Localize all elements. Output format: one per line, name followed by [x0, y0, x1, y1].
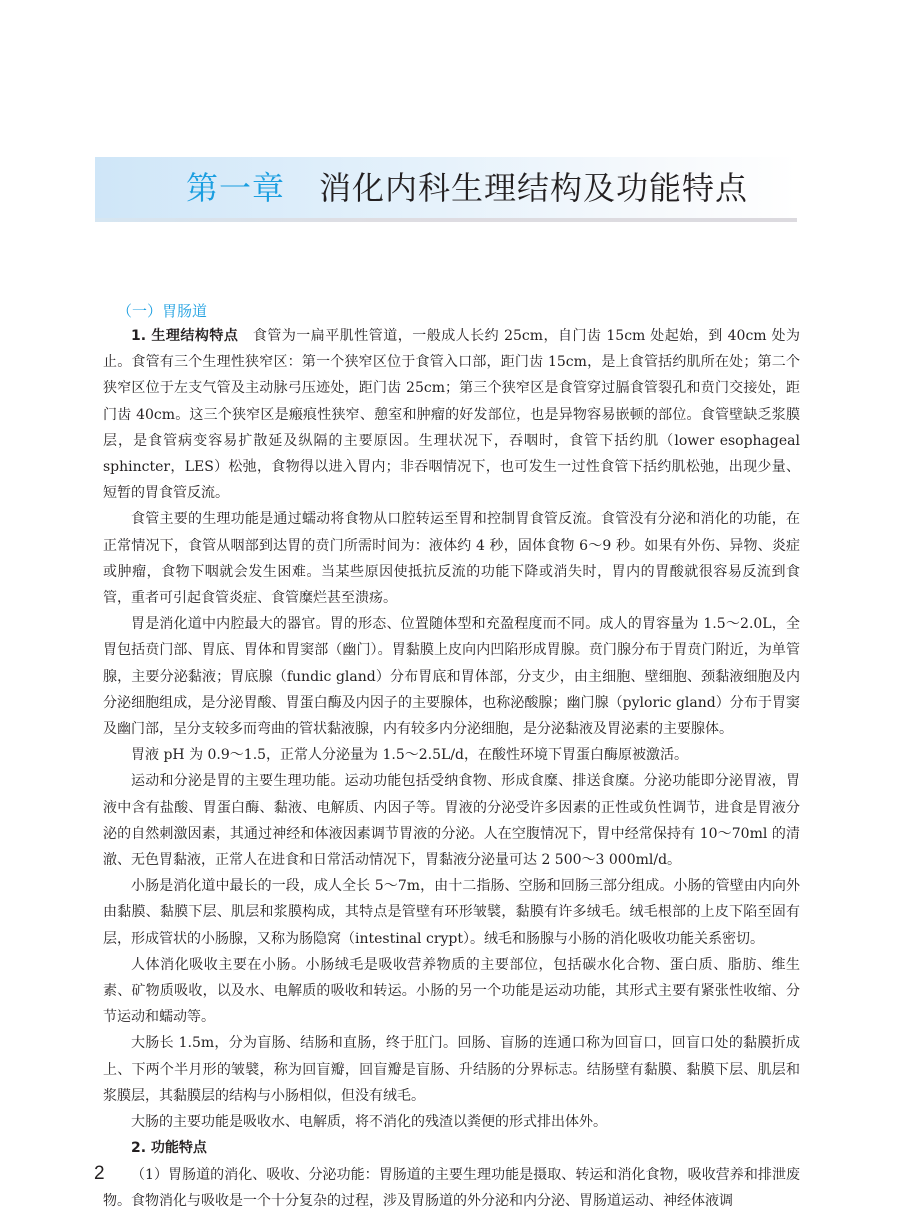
- subsection-heading: 2. 功能特点: [131, 1140, 207, 1157]
- paragraph-text: 食管为一扁平肌性管道，一般成人长约 25cm，自门齿 15cm 处起始，到 40cm 处为止。食管有三个生理性狭窄区：第一个狭窄区位于食管入口部，距门齿 15cm，是上食管括约肌所在处；第二个狭窄区位于左支气管及主动脉弓压迹处，距门齿 25cm；第三个狭窄区是食管穿过膈食管裂孔和贲门交接处，距门齿 40cm。这三个狭窄区是瘢痕性狭窄、憩室和肿瘤的好发部位，也是异物容易嵌顿的部位。食管壁缺乏浆膜层，是食管病变容易扩散延及纵隔的主要原因。生理状况下，吞咽时，食管下括约肌（lower esophageal sphincter，LES）松弛，食物得以进入胃内；非吞咽情况下，也可发生一过性食管下括约肌松弛，出现少量、短暂的胃食管反流。: [103, 328, 800, 502]
- paragraph: （1）胃肠道的消化、吸收、分泌功能：胃肠道的主要生理功能是摄取、转运和消化食物，吸收营养和排泄废物。食物消化与吸收是一个十分复杂的过程，涉及胃肠道的外分泌和内分泌、胃肠道运动、神经体液调: [103, 1166, 800, 1209]
- paragraph: 大肠长 1.5m，分为盲肠、结肠和直肠，终于肛门。回肠、盲肠的连通口称为回盲口，回盲口处的黏膜折成上、下两个半月形的皱襞，称为回盲瓣，回盲瓣是盲肠、升结肠的分界标志。结肠壁有黏膜、黏膜下层、肌层和浆膜层，其黏膜层的结构与小肠相似，但没有绒毛。: [103, 1035, 800, 1104]
- paragraph: 小肠是消化道中最长的一段，成人全长 5～7m，由十二指肠、空肠和回肠三部分组成。小肠的管壁由内向外由黏膜、黏膜下层、肌层和浆膜构成，其特点是管壁有环形皱襞，黏膜有许多绒毛。绒毛根部的上皮下陷至固有层，形成管状的小肠腺，又称为肠隐窝（intestinal crypt）。绒毛和肠腺与小肠的消化吸收功能关系密切。: [103, 878, 800, 947]
- paragraph: [103, 323, 800, 506]
- paragraph: 大肠的主要功能是吸收水、电解质，将不消化的残渣以粪便的形式排出体外。: [131, 1114, 607, 1131]
- chapter-name: 消化内科生理结构及功能特点: [319, 169, 749, 207]
- chapter-banner-underline: [95, 218, 797, 222]
- paragraph: 运动和分泌是胃的主要生理功能。运动功能包括受纳食物、形成食糜、排送食糜。分泌功能即分泌胃液，胃液中含有盐酸、胃蛋白酶、黏液、电解质、内因子等。胃液的分泌受许多因素的正性或负性调节，进食是胃液分泌的自然刺激因素，其通过神经和体液因素调节胃液的分泌。人在空腹情况下，胃中经常保持有 10～70ml 的清澈、无色胃黏液，正常人在进食和日常活动情况下，胃黏液分泌量可达 2 500～3 000ml/d。: [103, 773, 800, 869]
- chapter-title: [186, 165, 748, 211]
- paragraph: 胃是消化道中内腔最大的器官。胃的形态、位置随体型和充盈程度而不同。成人的胃容量为 1.5～2.0L，全胃包括贲门部、胃底、胃体和胃窦部（幽门）。胃黏膜上皮向内凹陷形成胃腺。贲门腺分布于胃贲门附近，为单管腺，主要分泌黏液；胃底腺（fundic gland）分布胃底和胃体部，分支少，由主细胞、壁细胞、颈黏液细胞及内分泌细胞组成，是分泌胃酸、胃蛋白酶及内因子的主要腺体，也称泌酸腺；幽门腺（pyloric gland）分布于胃窦及幽门部，呈分支较多而弯曲的管状黏液腺，内有较多内分泌细胞，是分泌黏液及胃泌素的主要腺体。: [103, 616, 800, 738]
- chapter-number: 第一章: [186, 169, 286, 207]
- paragraph: 食管主要的生理功能是通过蠕动将食物从口腔转运至胃和控制胃食管反流。食管没有分泌和消化的功能，在正常情况下，食管从咽部到达胃的贲门所需时间为：液体约 4 秒，固体食物 6～9 秒。如果有外伤、异物、炎症或肿瘤，食物下咽就会发生困难。当某些原因使抵抗反流的功能下降或消失时，胃内的胃酸就很容易反流到食管，重者可引起食管炎症、食管糜烂甚至溃疡。: [103, 511, 800, 607]
- page-number: 2: [94, 1163, 105, 1184]
- body-text: [103, 300, 800, 1214]
- paragraph: 胃液 pH 为 0.9～1.5，正常人分泌量为 1.5～2.5L/d，在酸性环境下胃蛋白酶原被激活。: [131, 747, 689, 764]
- subsection-label: 1. 生理结构特点: [131, 328, 239, 344]
- section-heading: （一）胃肠道: [117, 302, 208, 320]
- paragraph: 人体消化吸收主要在小肠。小肠绒毛是吸收营养物质的主要部位，包括碳水化合物、蛋白质、脂肪、维生素、矿物质吸收，以及水、电解质的吸收和转运。小肠的另一个功能是运动功能，其形式主要有紧张性收缩、分节运动和蠕动等。: [103, 956, 800, 1026]
